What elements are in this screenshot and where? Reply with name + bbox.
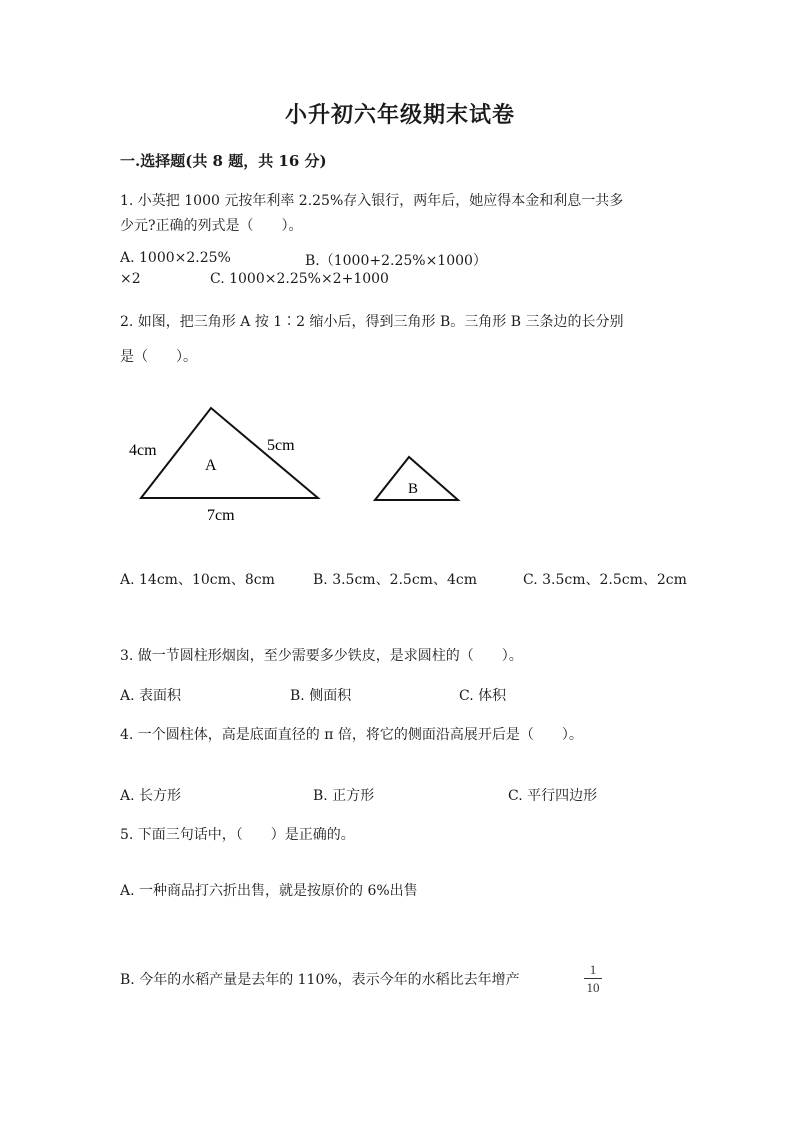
question-4-line-1: 4. 一个圆柱体，高是底面直径的 π 倍，将它的侧面沿高展开后是（ ）。 <box>120 727 583 743</box>
fraction-denominator: 10 <box>586 980 600 995</box>
question-4-option-b: B. 正方形 <box>313 788 375 804</box>
triangle-a-label: A <box>205 457 217 474</box>
question-1-option-b-continued: ×2 <box>120 271 141 287</box>
triangle-a-bottom-side-label: 7cm <box>207 507 235 524</box>
question-2-line-1: 2. 如图，把三角形 A 按 1∶2 缩小后，得到三角形 B。三角形 B 三条边的长分别 <box>120 314 624 330</box>
question-3-option-a: A. 表面积 <box>120 688 182 704</box>
question-3-option-c: C. 体积 <box>459 688 507 704</box>
question-3-option-b: B. 侧面积 <box>290 688 352 704</box>
section-heading: 一.选择题(共 8 题，共 16 分) <box>120 152 327 170</box>
question-1-line-1: 1. 小英把 1000 元按年利率 2.25%存入银行，两年后，她应得本金和利息一共多 <box>120 193 624 209</box>
page-title: 小升初六年级期末试卷 <box>284 102 515 128</box>
fraction-one-tenth <box>582 962 604 995</box>
question-1-option-b: B.（1000+2.25%×1000） <box>305 253 487 269</box>
triangle-b-label: B <box>408 481 419 497</box>
fraction-bar <box>584 978 602 979</box>
question-4-option-c: C. 平行四边形 <box>508 788 598 804</box>
question-2-line-2: 是（ ）。 <box>120 349 197 365</box>
question-2-option-b: B. 3.5cm、2.5cm、4cm <box>313 572 477 588</box>
question-5-option-a: A. 一种商品打六折出售，就是按原价的 6%出售 <box>120 883 418 899</box>
question-2-option-a: A. 14cm、10cm、8cm <box>120 572 275 588</box>
question-2-option-c: C. 3.5cm、2.5cm、2cm <box>523 572 687 588</box>
fraction-numerator: 1 <box>589 962 597 977</box>
question-1-option-a: A. 1000×2.25% <box>120 250 231 266</box>
question-1-option-c: C. 1000×2.25%×2+1000 <box>210 271 389 287</box>
triangle-a-right-side-label: 5cm <box>267 437 295 454</box>
question-1-line-2: 少元?正确的列式是（ ）。 <box>120 218 303 234</box>
triangle-figure <box>0 395 800 530</box>
question-5-option-b: B. 今年的水稻产量是去年的 110%，表示今年的水稻比去年增产 <box>120 972 520 988</box>
question-5-line-1: 5. 下面三句话中，（ ）是正确的。 <box>120 827 355 843</box>
question-3-line-1: 3. 做一节圆柱形烟囱，至少需要多少铁皮，是求圆柱的（ ）。 <box>120 648 523 664</box>
question-4-option-a: A. 长方形 <box>120 788 182 804</box>
triangle-a-left-side-label: 4cm <box>129 442 157 459</box>
